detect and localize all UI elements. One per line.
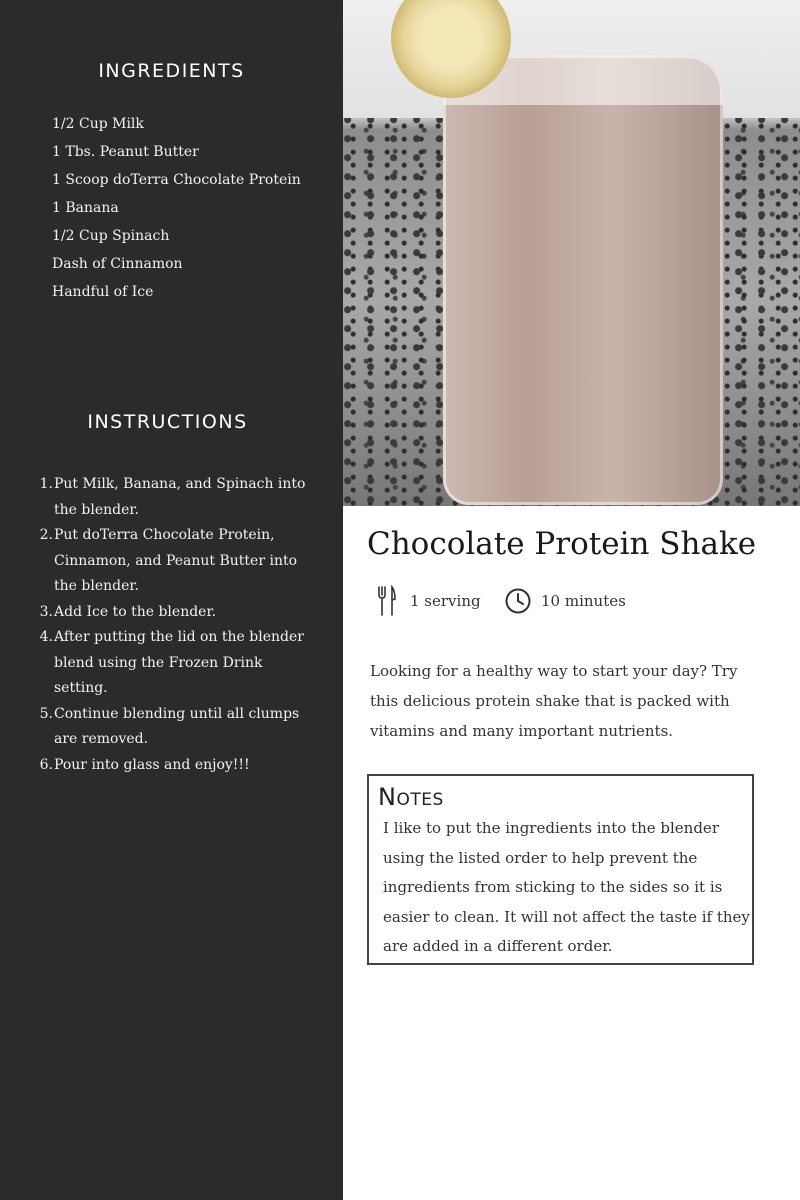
notes-text: I like to put the ingredients into the blender using the listed order to help prevent the ingredients from sticking to the sides so it is easier to clean. It will not affect the taste if they are added in a different order.	[383, 819, 750, 955]
ingredient-item: 1 Banana	[52, 200, 119, 216]
recipe-title: Chocolate Protein Shake	[367, 526, 757, 562]
instruction-list	[36, 472, 306, 778]
shake-glass	[443, 55, 723, 505]
step-number: 6.	[39, 756, 53, 773]
ingredient-item: 1 Tbs. Peanut Butter	[52, 144, 199, 160]
shake-photo	[343, 0, 800, 506]
step-number: 3.	[39, 603, 53, 620]
sidebar	[0, 0, 343, 1200]
utensils-icon	[372, 585, 402, 617]
instruction-step	[36, 625, 306, 702]
servings-info	[372, 584, 481, 618]
time-text: 10 minutes	[541, 592, 626, 610]
step-number: 4.	[39, 629, 53, 645]
notes-box	[367, 774, 754, 965]
step-text: After putting the lid on the blender blend using the Frozen Drink setting.	[54, 629, 304, 696]
step-text: Put Milk, Banana, and Spinach into the blender.	[54, 476, 306, 518]
step-text: Continue blending until all clumps are removed.	[54, 705, 300, 747]
instructions-heading: INSTRUCTIONS	[87, 411, 248, 433]
ingredient-item: 1/2 Cup Milk	[52, 116, 144, 132]
ingredient-item: Dash of Cinnamon	[52, 256, 183, 272]
recipe-description: Looking for a healthy way to start your day? Try this delicious protein shake that is packed with vitamins and many important nutrients.	[370, 662, 738, 740]
instruction-step	[36, 600, 306, 626]
instruction-step	[36, 523, 306, 600]
ingredient-list	[52, 110, 301, 306]
step-text: Pour into glass and enjoy!!!	[54, 756, 250, 773]
instruction-step	[36, 753, 306, 779]
step-number: 1.	[39, 476, 53, 492]
instruction-step	[36, 472, 306, 523]
step-number: 5.	[39, 705, 53, 722]
instruction-step	[36, 702, 306, 753]
notes-heading: Notes	[378, 783, 444, 811]
servings-text: 1 serving	[410, 592, 481, 610]
step-text: Add Ice to the blender.	[54, 603, 217, 620]
ingredient-item: Handful of Ice	[52, 284, 154, 300]
clock-icon	[503, 585, 533, 617]
ingredients-heading: INGREDIENTS	[98, 60, 245, 82]
step-text: Put doTerra Chocolate Protein, Cinnamon, and Peanut Butter into the blender.	[54, 527, 298, 594]
step-number: 2.	[39, 527, 53, 543]
time-info	[503, 584, 626, 618]
ingredient-item: 1 Scoop doTerra Chocolate Protein	[52, 172, 301, 188]
ingredient-item: 1/2 Cup Spinach	[52, 228, 170, 244]
